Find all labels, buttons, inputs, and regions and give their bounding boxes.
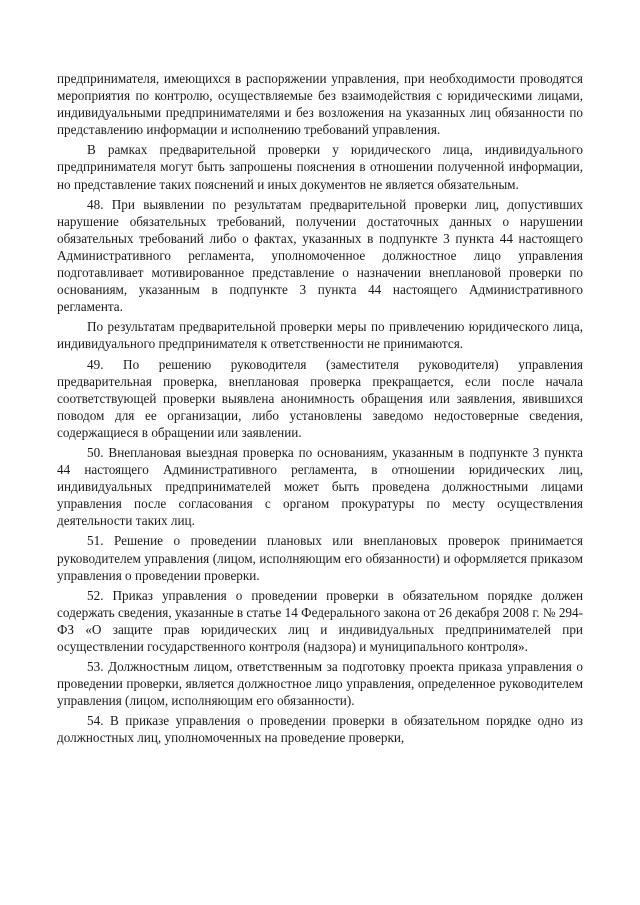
- paragraph-item-53: 53. Должностным лицом, ответственным за подготовку проекта приказа управления о проведении проверки, является должностное лицо управления, определенное руководителем управления (лицом, исполняющим его обязанности).: [57, 659, 583, 709]
- paragraph-item-54: 54. В приказе управления о проведении проверки в обязательном порядке одно из должностных лиц, уполномоченных на проведение проверки,: [57, 713, 583, 746]
- paragraph-item-52: 52. Приказ управления о проведении проверки в обязательном порядке должен содержать сведения, указанные в статье 14 Федерального закона от 26 декабря 2008 г. № 294-ФЗ «О защите прав юридических лиц и индивидуальных предпринимателей при осуществлении государственного контроля (надзора) и муниципального контроля».: [57, 587, 583, 654]
- paragraph-item-50: 50. Внеплановая выездная проверка по основаниям, указанным в подпункте 3 пункта 44 настоящего Административного регламента, в отношении юридических лиц, индивидуальных предпринимателей может быть проведена должностными лицами управления после согласования с органом прокуратуры по месту осуществления деятельности таких лиц.: [57, 444, 583, 529]
- paragraph-item-51: 51. Решение о проведении плановых или внеплановых проверок принимается руководителем управления (лицом, исполняющим его обязанности) и оформляется приказом управления о проведении проверки.: [57, 533, 583, 583]
- paragraph-continuation: предпринимателя, имеющихся в распоряжении управления, при необходимости проводятся мероприятия по контролю, осуществляемые без взаимодействия с юридическими лицами, индивидуальными предпринимателями и без возложения на указанных лиц обязанности по представлению информации и исполнению требований управления.: [57, 71, 583, 138]
- paragraph-preliminary-check-explanations: В рамках предварительной проверки у юридического лица, индивидуального предпринимателя могут быть запрошены пояснения в отношении полученной информации, но представление таких пояснений и иных документов не является обязательным.: [57, 142, 583, 192]
- paragraph-item-48: 48. При выявлении по результатам предварительной проверки лиц, допустивших нарушение обязательных требований, получении достаточных данных о нарушении обязательных требований либо о фактах, указанных в подпункте 3 пункта 44 настоящего Административного регламента, уполномоченное должностное лицо управления подготавливает мотивированное представление о назначении внеплановой проверки по основаниям, указанным в подпункте 3 пункта 44 настоящего Административного регламента.: [57, 196, 583, 315]
- paragraph-item-49: 49. По решению руководителя (заместителя руководителя) управления предварительная проверка, внеплановая проверка прекращается, если после начала соответствующей проверки выявлена анонимность обращения или заявления, явившихся поводом для ее организации, либо установлены заведомо недостоверные сведения, содержащиеся в обращении или заявлении.: [57, 356, 583, 440]
- paragraph-no-liability-measures: По результатам предварительной проверки меры по привлечению юридического лица, индивидуального предпринимателя к ответственности не принимаются.: [57, 319, 583, 352]
